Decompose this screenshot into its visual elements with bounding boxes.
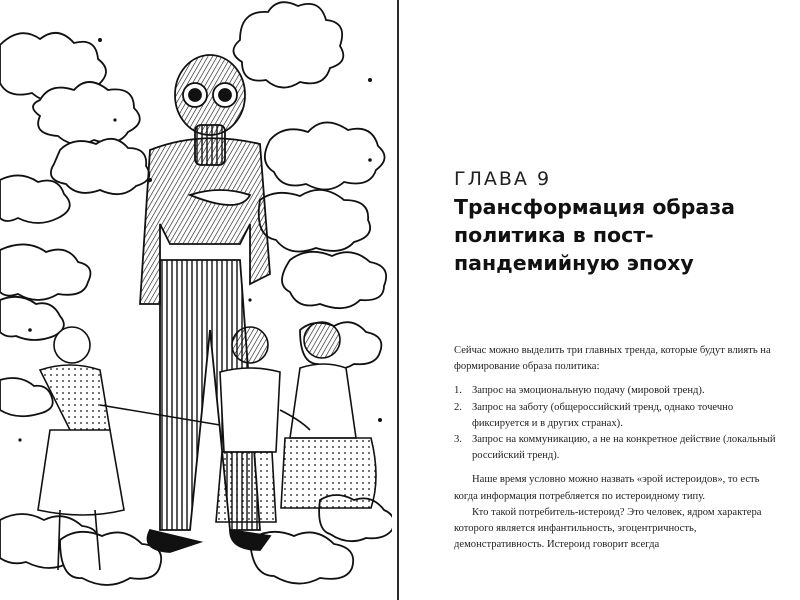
engraving-illustration xyxy=(0,0,392,600)
list-item xyxy=(454,400,784,432)
text-page xyxy=(399,0,800,600)
list-item-number: 3. xyxy=(454,434,462,446)
illustration-page xyxy=(0,0,392,600)
trend-list xyxy=(454,383,784,464)
intro-paragraph: Сейчас можно выделить три главных тренда, которые будут влиять на формирование образа политика: xyxy=(454,345,771,373)
chapter-label: ГЛАВА 9 xyxy=(454,168,552,190)
body-paragraph: Кто такой потребитель-истероид? Это человек, ядром характера которого является инфантильность, эгоцентричность, демонстративность. Истероид говорит всегда xyxy=(454,506,762,551)
list-item-text: Запрос на эмоциональную подачу (мировой тренд). xyxy=(472,385,705,397)
chapter-title-line-1: Трансформация образа xyxy=(454,195,736,219)
body-paragraph: Наше время условно можно назвать «эрой истероидов», то есть когда информация потребляется по истероидному типу. xyxy=(454,474,760,502)
list-item xyxy=(454,432,784,464)
list-item-number: 1. xyxy=(454,385,462,397)
list-item xyxy=(454,383,784,399)
list-item-text: Запрос на коммуникацию, а не на конкретное действие (локальный российский тренд). xyxy=(472,434,776,462)
chapter-title-line-3: пандемийную эпоху xyxy=(454,251,694,275)
list-item-text: Запрос на заботу (общероссийский тренд, однако точечно фиксируется и в других странах). xyxy=(472,401,734,429)
chapter-body xyxy=(454,343,784,553)
chapter-title xyxy=(454,193,784,277)
chapter-title-line-2: политика в пост- xyxy=(454,223,654,247)
list-item-number: 2. xyxy=(454,401,462,413)
